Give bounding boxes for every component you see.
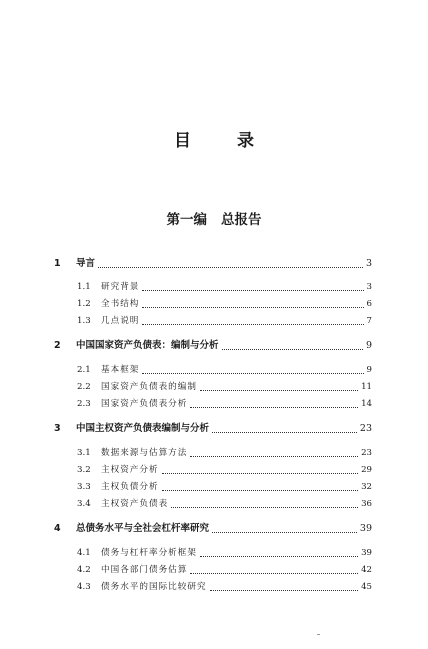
dot-leader — [190, 456, 358, 457]
dot-leader — [171, 507, 358, 508]
toc-section-1-3[interactable]: 1.3 几点说明 7 — [77, 316, 372, 326]
dot-leader — [212, 432, 357, 433]
dot-leader — [210, 590, 359, 591]
scan-speck — [317, 634, 320, 635]
dot-leader — [200, 390, 358, 391]
toc-section-3-4[interactable]: 3.4 主权资产负债表 36 — [77, 499, 372, 509]
toc-section-2-2[interactable]: 2.2 国家资产负债表的编制 11 — [77, 382, 372, 392]
dot-leader — [200, 556, 358, 557]
toc-section-2-1[interactable]: 2.1 基本框架 9 — [77, 365, 372, 375]
dot-leader — [98, 267, 363, 268]
dot-leader — [142, 373, 363, 374]
toc-chapter-1[interactable]: 1 导言 3 — [54, 258, 372, 269]
part-name: 总报告 — [221, 212, 262, 228]
part-number: 第一编 — [166, 212, 207, 228]
toc-section-3-2[interactable]: 3.2 主权资产分析 29 — [77, 465, 372, 475]
dot-leader — [212, 532, 357, 533]
toc-section-3-1[interactable]: 3.1 数据来源与估算方法 23 — [77, 448, 372, 458]
toc-chapter-3[interactable]: 3 中国主权资产负债表编制与分析 23 — [54, 423, 372, 434]
toc-chapter-2[interactable]: 2 中国国家资产负债表：编制与分析 9 — [54, 340, 372, 351]
dot-leader — [142, 324, 363, 325]
toc-section-3-3[interactable]: 3.3 主权负债分析 32 — [77, 482, 372, 492]
toc-section-4-3[interactable]: 4.3 债务水平的国际比较研究 45 — [77, 582, 372, 592]
part-heading — [0, 208, 428, 228]
dot-leader — [222, 349, 363, 350]
dot-leader — [142, 307, 363, 308]
dot-leader — [190, 407, 358, 408]
toc-section-2-3[interactable]: 2.3 国家资产负债表分析 14 — [77, 399, 372, 409]
toc-section-1-2[interactable]: 1.2 全书结构 6 — [77, 299, 372, 309]
page-title: 目 录 — [174, 131, 274, 151]
dot-leader — [190, 573, 358, 574]
dot-leader — [162, 490, 358, 491]
toc-chapter-4[interactable]: 4 总债务水平与全社会杠杆率研究 39 — [54, 523, 372, 534]
dot-leader — [142, 290, 363, 291]
dot-leader — [162, 473, 358, 474]
toc-section-4-2[interactable]: 4.2 中国各部门债务估算 42 — [77, 565, 372, 575]
toc-section-4-1[interactable]: 4.1 债务与杠杆率分析框架 39 — [77, 548, 372, 558]
toc-section-1-1[interactable]: 1.1 研究背景 3 — [77, 282, 372, 292]
